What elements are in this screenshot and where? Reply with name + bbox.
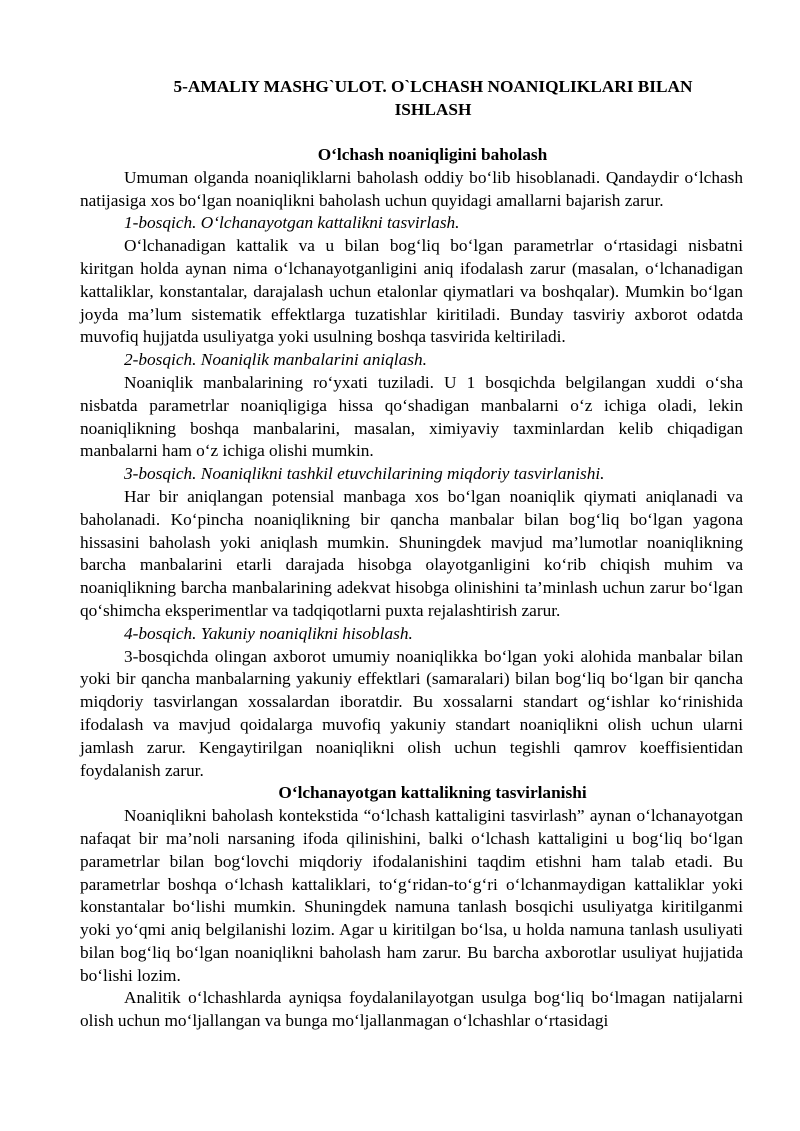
step-1-paragraph: O‘lchanadigan kattalik va u bilan bog‘liq bo‘lgan parametrlar o‘rtasidagi nisbatni kiritgan holda aynan nima o‘lchanayotganligini aniq ifodalash zarur (masalan, o‘lchanadigan kattaliklar, konstantalar, darajalash uchun etalonlar qiymatlari va boshqalar). Mumkin bo‘lgan joyda ma’lum sistematik effektlarga tuzatishlar kiritiladi. Bunday tasviriy axborot odatda muvofiq hujjatda usuliyatga yoki usulning boshqa tasvirida keltiriladi. — [80, 236, 743, 347]
step-4-title: 4-bosqich. Yakuniy noaniqlikni hisoblash. — [124, 623, 413, 643]
section-heading-measurand-description: O‘lchanayotgan kattalikning tasvirlanishi — [278, 783, 587, 803]
step-3-title: 3-bosqich. Noaniqlikni tashkil etuvchilarining miqdoriy tasvirlanishi. — [124, 464, 605, 484]
section-heading-uncertainty-evaluation: O‘lchash noaniqligini baholash — [317, 145, 548, 164]
title-line-1: 5-AMALIY MASHG`ULOT. O`LCHASH NOANIQLIKLARI BILAN — [173, 77, 693, 96]
step-4-paragraph: 3-bosqichda olingan axborot umumiy noaniqlikka bo‘lgan yoki alohida manbalar bilan yoki bir qancha manbalarning yakuniy effektlari (samaralari) bilan bog‘liq bo‘lgan bir qancha miqdoriy tasvirlangan xossalardan iboratdir. Bu xossalarni standart og‘ishlar ko‘rinishida ifodalash va mavjud qoidalarga muvofiq yakuniy standart noaniqlikni olish uchun ularni jamlash zarur. Kengaytirilgan noaniqlikni olish uchun tegishli qamrov koeffisientidan foydalanish zarur. — [80, 646, 743, 780]
document-title — [80, 76, 786, 122]
measurand-paragraph-2: Analitik o‘lchashlarda ayniqsa foydalanilayotgan usulga bog‘liq bo‘lmagan natijalarni olish uchun mo‘ljallangan va bunga mo‘ljallanmagan o‘lchashlar o‘rtasidagi — [80, 988, 743, 1031]
step-1-title: 1-bosqich. O‘lchanayotgan kattalikni tasvirlash. — [124, 213, 460, 233]
document-body — [80, 144, 743, 1033]
step-2-paragraph: Noaniqlik manbalarining ro‘yxati tuziladi. U 1 bosqichda belgilangan xuddi o‘sha nisbatda parametrlar noaniqligiga hissa qo‘shadigan manbalarni o‘z ichiga oladi, lekin noaniqlikning boshqa manbalarini, masalan, ximiyaviy taxminlardan kelib chiqadigan manbalarni ham o‘z ichiga olishi mumkin. — [80, 372, 743, 461]
measurand-paragraph-1: Noaniqlikni baholash kontekstida “o‘lchash kattaligini tasvirlash” aynan o‘lchanayotgan nafaqat bir ma’noli narsaning ifoda qilinishini, balki o‘lchash kattaligini u bog‘liq bo‘lgan parametrlar bilan bog‘lovchi miqdoriy ifodalanishini taqdim etishni ham talab etadi. Bu parametrlar boshqa o‘lchash kattaliklari, to‘g‘ridan-to‘g‘ri o‘lchanmaydigan kattaliklar yoki konstantalar bo‘lishi mumkin. Shuningdek namuna tanlash bosqichi usuliyatga kiritilganmi yoki yo‘qmi aniq belgilanishi lozim. Agar u kiritilgan bo‘lsa, u holda namuna tanlash usuliyati bilan bog‘liq bo‘lgan noaniqlikni baholash ham zarur. Bu barcha axborotlar usuliyat hujjatida bo‘lishi lozim. — [80, 806, 743, 985]
step-3-paragraph: Har bir aniqlangan potensial manbaga xos bo‘lgan noaniqlik qiymati aniqlanadi va baholanadi. Ko‘pincha noaniqlikning bir qancha manbalar bilan bog‘liq bo‘lgan yagona hissasini baholash yoki aniqlash mumkin. Shuningdek mavjud ma’lumotlar noaniqlikning barcha manbalarini etarli darajada hisobga olayotganligini ko‘rib chiqish muhim va noaniqlikning barcha manbalarining adekvat hisobga olinishini ta’minlash uchun zarur bo‘lgan qo‘shimcha eksperimentlar va tadqiqotlarni puxta rejalashtirish zarur. — [80, 486, 743, 620]
title-line-2: ISHLASH — [394, 99, 472, 119]
intro-paragraph: Umuman olganda noaniqliklarni baholash oddiy bo‘lib hisoblanadi. Qandaydir o‘lchash natijasiga xos bo‘lgan noaniqlikni baholash uchun quyidagi amallarni bajarish zarur. — [80, 167, 743, 210]
step-2-title: 2-bosqich. Noaniqlik manbalarini aniqlash. — [124, 350, 427, 370]
